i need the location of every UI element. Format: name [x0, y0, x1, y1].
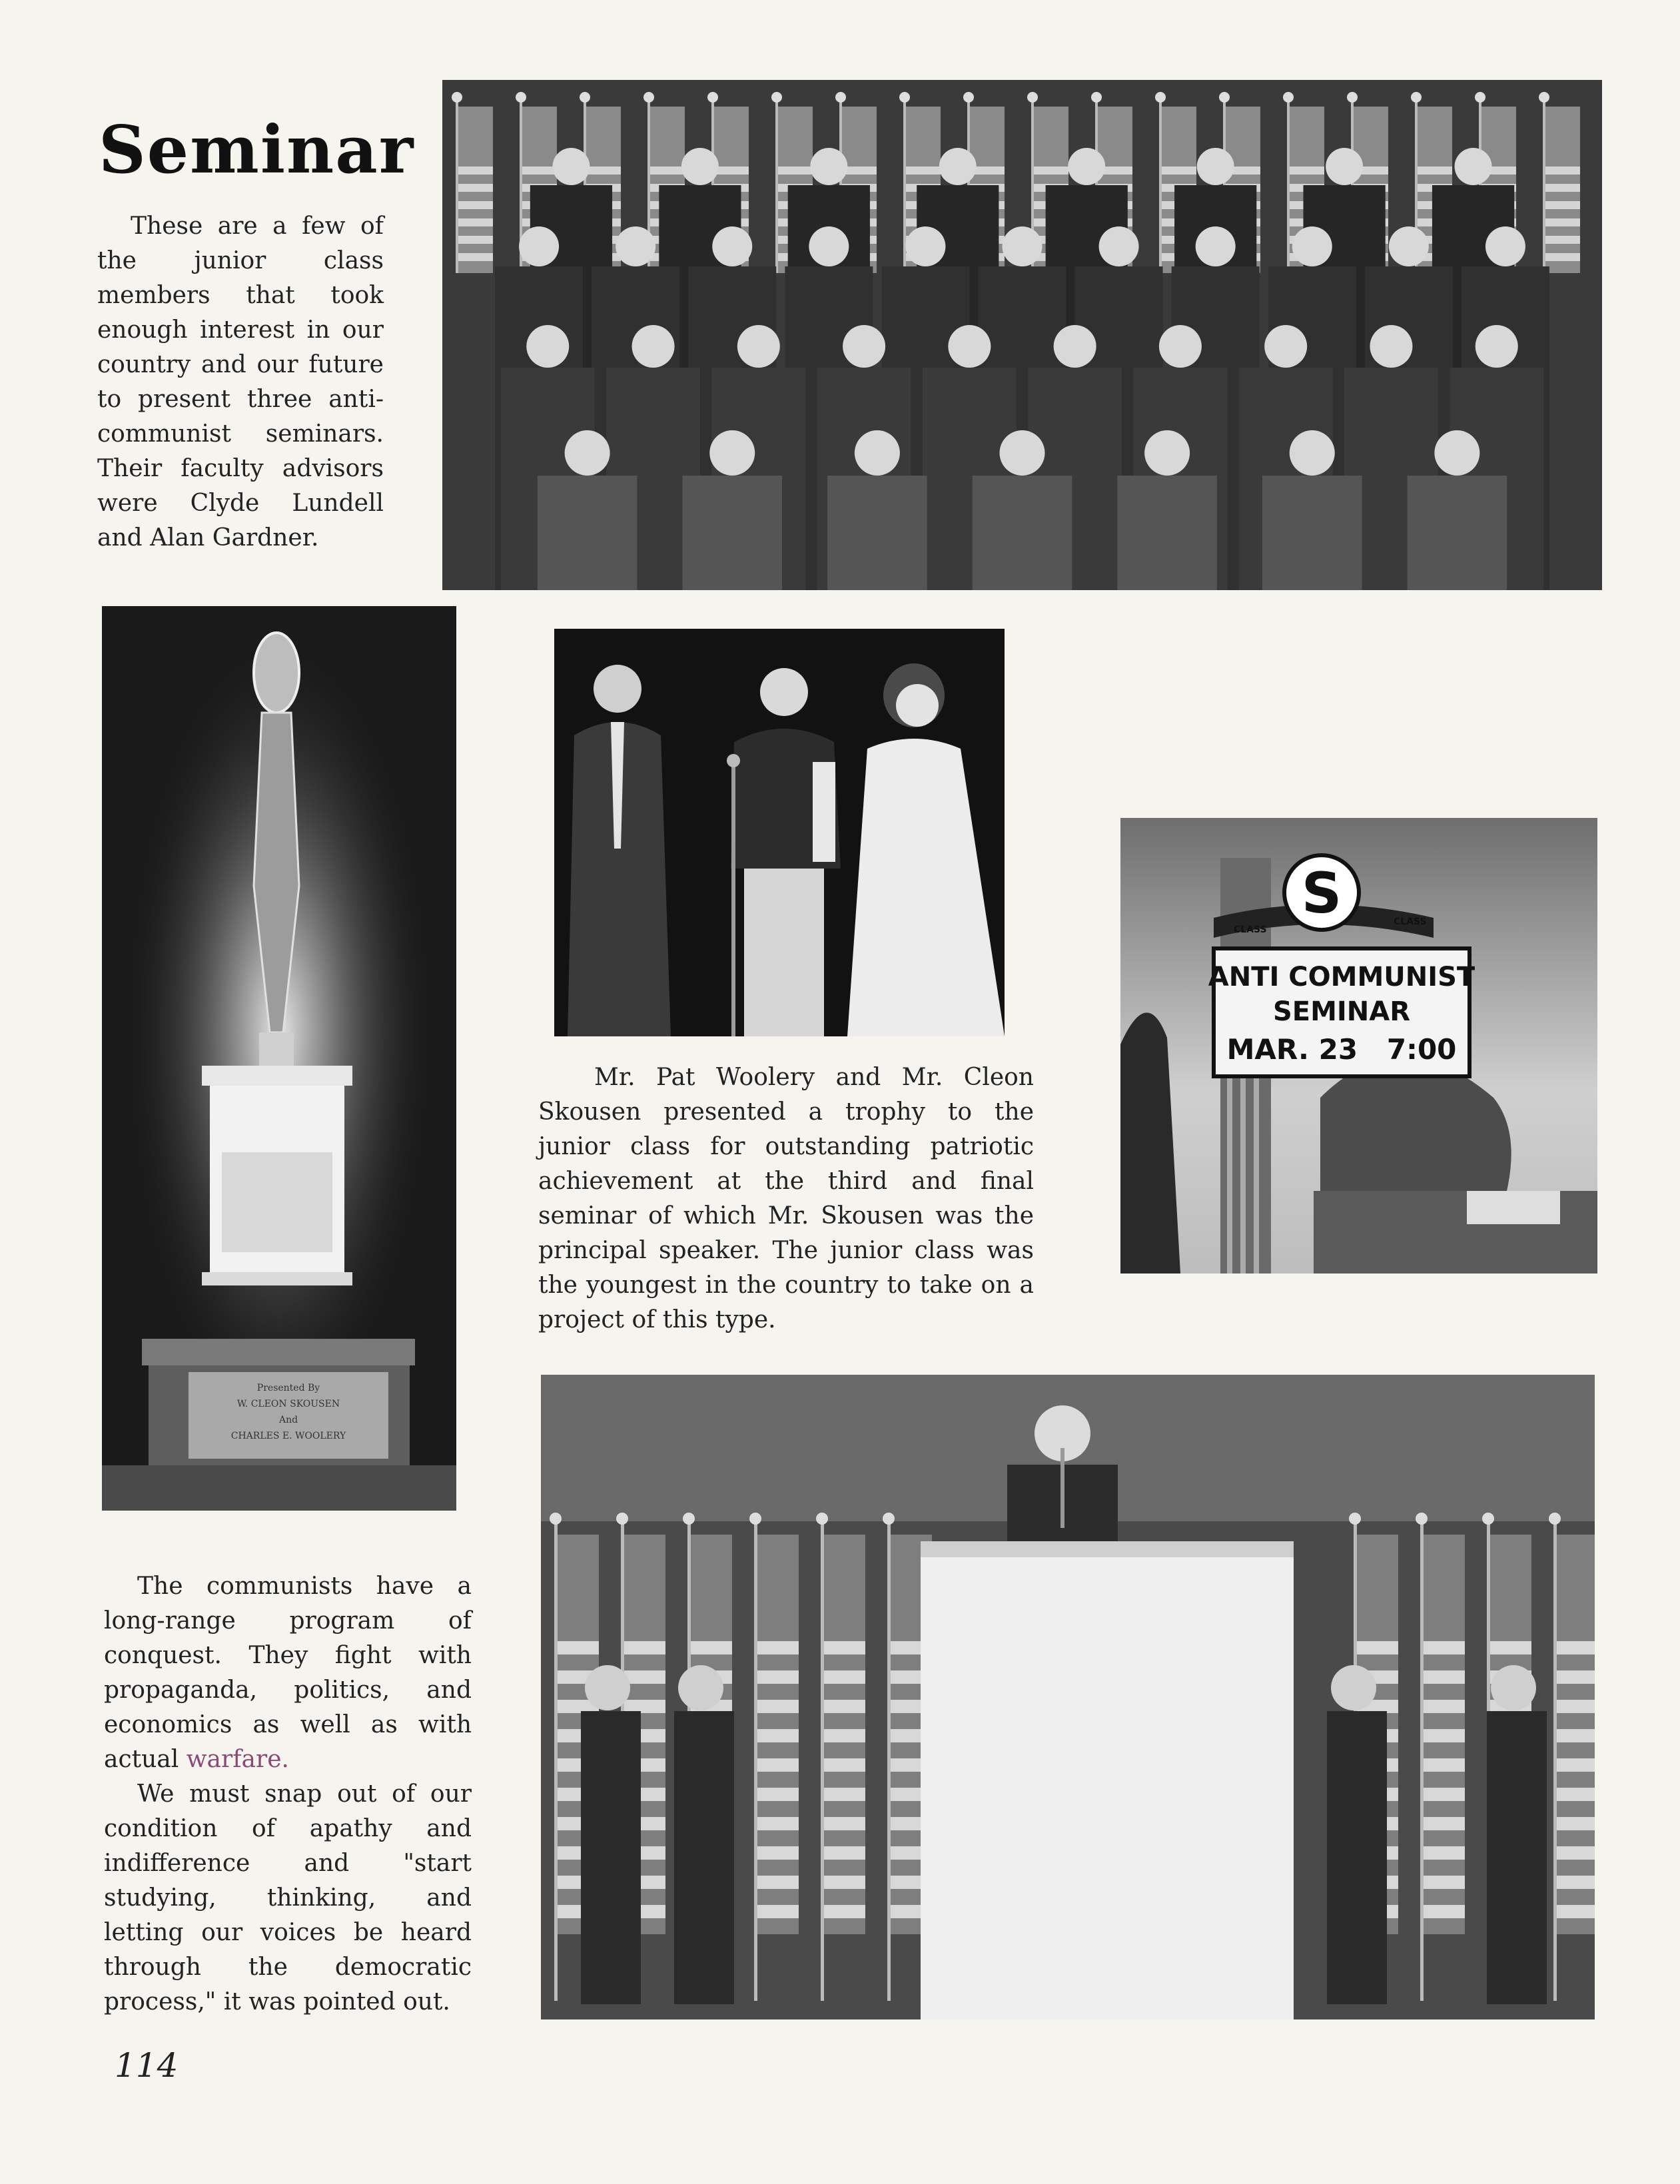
flag-finial	[616, 1513, 628, 1525]
person-face	[905, 226, 945, 266]
flag-stripe	[1557, 1846, 1595, 1860]
flag-stripe	[1424, 1641, 1465, 1654]
flag-stripe	[824, 1758, 865, 1772]
speaker-microphone	[1060, 1448, 1064, 1528]
flag-stripe	[757, 1670, 799, 1684]
flag-stripe	[757, 1700, 799, 1713]
flag-finial	[1349, 1513, 1361, 1525]
flag-stripe	[1424, 1846, 1465, 1860]
flag-pole	[903, 100, 906, 273]
person-face	[1264, 325, 1307, 368]
person-face	[1389, 226, 1429, 266]
person-face	[565, 430, 610, 476]
person-face	[737, 325, 780, 368]
seated-body	[1487, 1711, 1547, 2004]
seated-body	[674, 1711, 734, 2004]
person-face	[1003, 226, 1043, 266]
lectern	[921, 1541, 1294, 2019]
flag-stripe	[1424, 1729, 1465, 1742]
flag-pole	[1287, 100, 1290, 273]
sign-badge-letter: S	[1301, 861, 1342, 926]
flag-stripe	[757, 1758, 799, 1772]
sign-line-3: MAR. 23 7:00	[1226, 1033, 1457, 1066]
flag-finial	[1155, 92, 1166, 103]
person-face	[939, 148, 977, 185]
flag-stripe	[1545, 201, 1580, 209]
flag-stripe	[1545, 236, 1580, 244]
flag-stripe	[1557, 1670, 1595, 1684]
person-face	[709, 430, 755, 476]
flag-stripe	[1557, 1729, 1595, 1742]
person-face	[1144, 430, 1190, 476]
person-face	[810, 148, 847, 185]
flag-finial	[835, 92, 846, 103]
flag-pole	[775, 100, 778, 273]
person-face	[1197, 148, 1234, 185]
flag-finial	[899, 92, 910, 103]
page-title: Seminar	[99, 112, 415, 188]
seated-body	[1327, 1711, 1387, 2004]
flag-stripe	[1424, 1700, 1465, 1713]
trophy-photo	[102, 606, 456, 1511]
person-face	[1000, 430, 1045, 476]
plaque-line-4: CHARLES E. WOOLERY	[230, 1431, 346, 1441]
flag-stripe	[824, 1670, 865, 1684]
flag-stripe	[1557, 1817, 1595, 1830]
flag-stripe	[1424, 1817, 1465, 1830]
flag-finial	[1482, 1513, 1494, 1525]
flag-pole	[887, 1521, 891, 2001]
flag-stripe	[458, 201, 493, 209]
page-number: 114	[115, 2046, 179, 2085]
flag-stripe	[757, 1876, 799, 1889]
flag-stripe	[757, 1641, 799, 1654]
plaque-line-2: W. CLEON SKOUSEN	[236, 1399, 340, 1409]
flag-stripe	[522, 167, 557, 175]
plaque-line-3: And	[278, 1415, 298, 1425]
flag-finial	[749, 1513, 761, 1525]
sign-line-2: SEMINAR	[1272, 996, 1411, 1027]
person-face	[1292, 226, 1332, 266]
person-face	[1054, 325, 1096, 368]
flag-finial	[1091, 92, 1102, 103]
person-body	[1262, 476, 1362, 590]
intro-paragraph: These are a few of the junior class members that took enough interest in our country and our future to present three anti-communist seminars. Their faculty advisors were Clyde Lundell and Alan Gardner.	[97, 212, 384, 551]
flag-stripe	[650, 167, 685, 175]
person-face	[526, 325, 569, 368]
flag-stripe	[1162, 167, 1196, 175]
flag-stripe	[1424, 1758, 1465, 1772]
flag-stripe	[714, 167, 749, 175]
flag-finial	[707, 92, 718, 103]
flag-stripe	[1424, 1670, 1465, 1684]
person-face	[1159, 325, 1202, 368]
flag-pole	[1159, 100, 1162, 273]
flag-finial	[1027, 92, 1038, 103]
flag-stripe	[458, 253, 493, 261]
flag-finial	[771, 92, 782, 103]
flag-stripe	[1557, 1641, 1595, 1654]
person-body	[682, 476, 782, 590]
flag-stripe	[586, 167, 621, 175]
closing-paragraph-1: The communists have a long-range program of conquest. They fight with propaganda, politics, and economics as well as with actual warfare.	[104, 1573, 472, 1773]
flag-stripe	[558, 1641, 599, 1654]
flag-finial	[816, 1513, 828, 1525]
flag-stripe	[624, 1670, 665, 1684]
person-face	[681, 148, 719, 185]
person-face	[1370, 325, 1412, 368]
flag-pole	[1420, 1521, 1424, 2001]
flag-stripe	[824, 1700, 865, 1713]
closing-paragraph-2: We must snap out of our condition of apathy and indifference and "start studying, thinking, and letting our voices be heard through the democratic process," it was pointed out.	[104, 1780, 472, 2015]
flag-pole	[754, 1521, 757, 2001]
person-face	[809, 226, 849, 266]
flag-finial	[1416, 1513, 1428, 1525]
flag-stripe	[1545, 253, 1580, 261]
flag-pole	[821, 1521, 824, 2001]
person-body	[538, 476, 637, 590]
person-face	[1485, 226, 1525, 266]
flag-stripe	[1290, 167, 1324, 175]
flag-stripe	[757, 1905, 799, 1918]
flag-stripe	[824, 1876, 865, 1889]
person-face	[1455, 148, 1492, 185]
person-face	[1475, 325, 1518, 368]
warfare-highlight: warfare.	[186, 1746, 289, 1773]
seated-face	[1491, 1665, 1536, 1710]
flag-finial	[452, 92, 462, 103]
flag-pole	[554, 1521, 558, 2001]
person-face	[616, 226, 655, 266]
seated-face	[1331, 1665, 1376, 1710]
flag-finial	[963, 92, 974, 103]
person-face	[1434, 430, 1479, 476]
person-face	[1099, 226, 1139, 266]
sign-line-1: ANTI COMMUNIST	[1208, 962, 1475, 992]
seated-face	[585, 1665, 630, 1710]
person-face	[632, 325, 675, 368]
flag-stripe	[757, 1846, 799, 1860]
flag-finial	[1411, 92, 1422, 103]
flag-finial	[1347, 92, 1358, 103]
person-face	[1196, 226, 1236, 266]
plaque-line-1: Presented By	[256, 1383, 320, 1393]
presentation-photo	[554, 629, 1005, 1036]
person-body	[973, 476, 1072, 590]
flag-stripe	[778, 167, 813, 175]
flag-stripe	[824, 1846, 865, 1860]
flag-stripe	[1545, 218, 1580, 226]
flag-finial	[643, 92, 654, 103]
flag-stripe	[1490, 1641, 1531, 1654]
flag-stripe	[1557, 1876, 1595, 1889]
flag-stripe	[458, 184, 493, 192]
flag-stripe	[458, 167, 493, 175]
flag-stripe	[1545, 184, 1580, 192]
sign-photo	[1120, 818, 1597, 1274]
seated-face	[678, 1665, 723, 1710]
flag-stripe	[1424, 1788, 1465, 1801]
flag-stripe	[1557, 1758, 1595, 1772]
flag-stripe	[1557, 1905, 1595, 1918]
flag-stripe	[458, 218, 493, 226]
person-face	[712, 226, 752, 266]
flag-finial	[580, 92, 590, 103]
flag-stripe	[824, 1817, 865, 1830]
flag-pole	[1553, 1521, 1557, 2001]
flag-finial	[550, 1513, 562, 1525]
person-face	[948, 325, 991, 368]
person-body	[1408, 476, 1507, 590]
person-face	[1068, 148, 1105, 185]
person-body	[827, 476, 927, 590]
flag-stripe	[824, 1729, 865, 1742]
flag-stripe	[1557, 1700, 1595, 1713]
group-photo	[442, 80, 1602, 590]
person-face	[552, 148, 590, 185]
person-face	[1290, 430, 1335, 476]
flag-stripe	[824, 1905, 865, 1918]
trophy-caption: Mr. Pat Woolery and Mr. Cleon Skousen presented a trophy to the junior class for outstanding patriotic achievement at the third and final seminar of which Mr. Skousen was the principal speaker. The junior class was the youngest in the country to take on a project of this type.	[538, 1064, 1034, 1333]
person-face	[843, 325, 885, 368]
sign-banner-right: CLASS	[1394, 916, 1427, 927]
flag-pole	[1543, 100, 1545, 273]
closing-text	[104, 1569, 472, 2019]
flag-stripe	[1418, 167, 1452, 175]
flag-finial	[883, 1513, 895, 1525]
flag-finial	[1219, 92, 1230, 103]
flag-stripe	[1424, 1905, 1465, 1918]
flag-stripe	[757, 1817, 799, 1830]
flag-finial	[1475, 92, 1485, 103]
person-body	[1117, 476, 1217, 590]
flag-stripe	[624, 1641, 665, 1654]
flag-finial	[1549, 1513, 1561, 1525]
flag-finial	[1539, 92, 1549, 103]
flag-finial	[683, 1513, 695, 1525]
person-face	[855, 430, 900, 476]
flag-stripe	[1557, 1788, 1595, 1801]
flag-stripe	[1424, 1876, 1465, 1889]
seated-body	[581, 1711, 641, 2004]
flag-stripe	[1545, 167, 1580, 175]
flag-stripe	[824, 1788, 865, 1801]
person-face	[519, 226, 559, 266]
flag-stripe	[757, 1729, 799, 1742]
flag-pole	[456, 100, 458, 273]
flag-stripe	[906, 167, 941, 175]
flag-stripe	[1034, 167, 1068, 175]
sign-banner-left: CLASS	[1234, 924, 1267, 935]
flag-stripe	[691, 1641, 732, 1654]
person-face	[1326, 148, 1363, 185]
flag-finial	[516, 92, 526, 103]
flag-stripe	[824, 1641, 865, 1654]
flag-finial	[1283, 92, 1294, 103]
lectern-top	[921, 1541, 1294, 1557]
speaker-photo	[541, 1375, 1595, 2019]
flag-stripe	[458, 236, 493, 244]
flag-stripe	[1357, 1641, 1398, 1654]
flag-stripe	[757, 1788, 799, 1801]
